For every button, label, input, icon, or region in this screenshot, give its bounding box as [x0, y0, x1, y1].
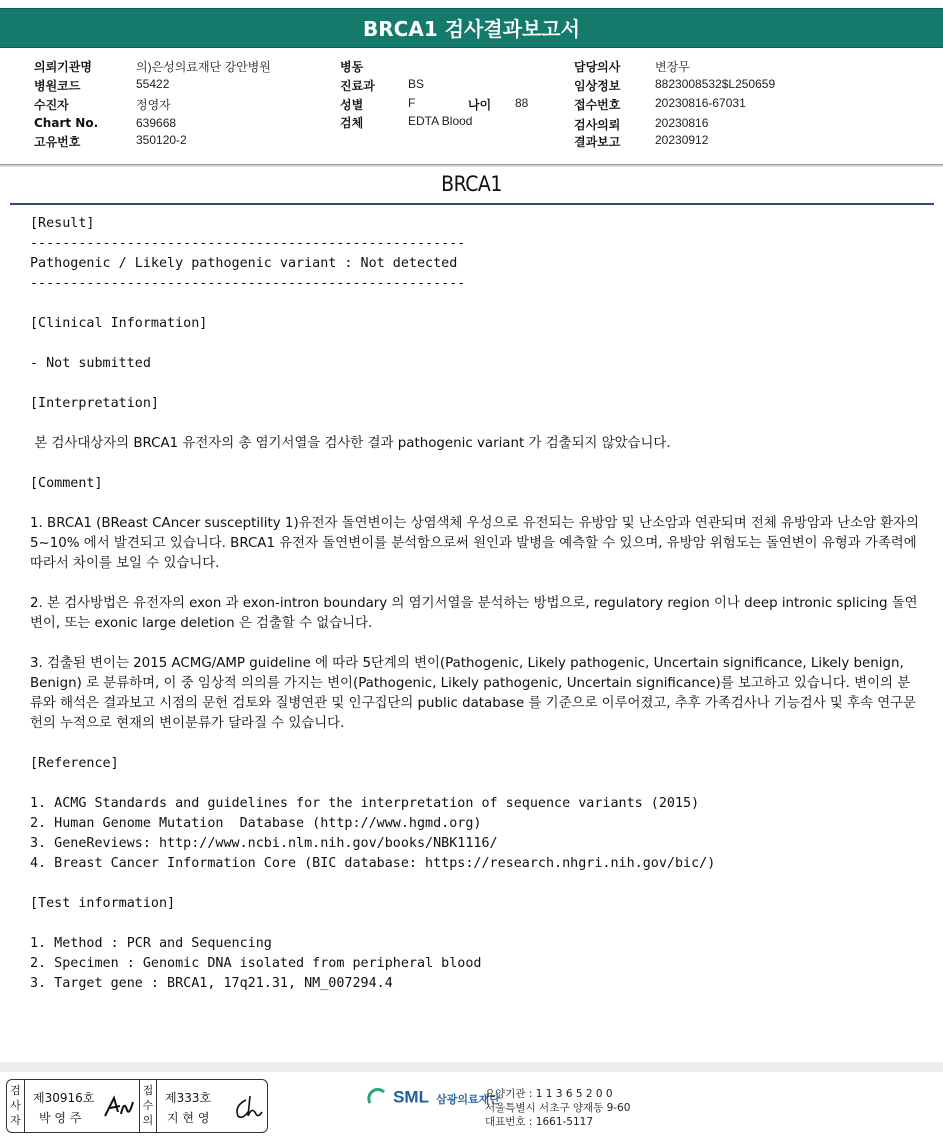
value-receipt-no: 20230816-67031: [655, 96, 746, 110]
inspector-signature-icon: [102, 1092, 136, 1122]
value-unique-id: 350120-2: [136, 133, 187, 147]
agency-phone: 대표번호 : 1661-5117: [485, 1116, 594, 1128]
clinical-text: - Not submitted: [30, 356, 151, 371]
value-age: 88: [515, 96, 529, 110]
interpretation-text: 본 검사대상자의 BRCA1 유전자의 총 염기서열을 검사한 결과 pathogenic variant 가 검출되지 않았습니다.: [30, 436, 671, 451]
label-patient: 수진자: [34, 98, 69, 112]
value-sex: F: [408, 96, 416, 110]
dash-line: ------------------------------------------------------: [30, 236, 466, 251]
footer-divider: [0, 1062, 943, 1072]
value-request-date: 20230816: [655, 116, 709, 130]
value-specimen: EDTA Blood: [408, 114, 473, 128]
label-department: 진료과: [340, 79, 375, 93]
value-patient: 정영자: [136, 98, 171, 112]
value-department: BS: [408, 77, 425, 91]
label-specimen: 검체: [340, 116, 364, 130]
comment-1: 1. BRCA1 (BReast CAncer susceptility 1)유전자 돌연변이는 상염색체 우성으로 유전되는 유방암 및 난소암과 연관되며 전체 유방암과 난소암 환자의 5~10% 에서 발견되고 있습니다. BRCA1 유전자 돌연변이를 분석함으로써 원인과 발병을 예측할 수 있으며, 유방암 위험도는 돌연변이 유형과 가족력에 따라서 차이를 보일 수 있습니다.: [30, 516, 924, 571]
test-info-item: 1. Method : PCR and Sequencing: [30, 936, 272, 951]
section-title: BRCA1: [441, 172, 502, 196]
agency-code: 요양기관 : 1 1 3 6 5 2 0 0: [485, 1088, 613, 1100]
comment-3: 3. 검출된 변이는 2015 ACMG/AMP guideline 에 따라 5단계의 변이(Pathogenic, Likely pathogenic, Uncertain significance, Likely benign, Benign) 로 분류하며, 이 중 임상적 의의를 가지는 변이(Pathogenic, Likely pathogenic, Uncertain significance)를 보고하고 있습니다. 변이의 분류와 해석은 결과보고 시점의 문헌 검토와 질병연관 및 인구집단의 public database 를 기준으로 이루어졌고, 추후 가족검사나 기능검사 및 후속 연구문헌의 누적으로 현재의 변이분류가 달라질 수 있습니다.: [30, 656, 917, 731]
label-doctor: 담당의사: [574, 60, 621, 74]
clinical-heading: [Clinical Information]: [30, 316, 208, 331]
label-report-date: 결과보고: [574, 135, 621, 149]
signature-box: [6, 1079, 268, 1133]
dash-line: ------------------------------------------------------: [30, 276, 466, 291]
header-divider: [0, 164, 943, 167]
agency-address: 서울특별시 서초구 양재동 9-60: [485, 1102, 631, 1114]
inspector-name: 박 영 주: [39, 1111, 82, 1125]
label-institution: 의뢰기관명: [34, 60, 92, 74]
label-clinical-info: 임상정보: [574, 79, 621, 93]
org-name: 삼광의료재단: [436, 1092, 500, 1106]
reviewer-name: 지 현 영: [167, 1111, 210, 1125]
comment-heading: [Comment]: [30, 476, 103, 491]
test-info-heading: [Test information]: [30, 896, 176, 911]
value-hospital-code: 55422: [136, 77, 170, 91]
value-chart-no: 639668: [136, 116, 177, 130]
reference-heading: [Reference]: [30, 756, 119, 771]
label-request-date: 검사의뢰: [574, 118, 621, 132]
label-chart-no: Chart No.: [34, 116, 99, 130]
label-unique-id: 고유번호: [34, 135, 81, 149]
report-title: BRCA1 검사결과보고서: [0, 8, 943, 48]
inspector-license: 제30916호: [33, 1091, 95, 1105]
result-heading: [Result]: [30, 216, 95, 231]
sml-logo-icon: [366, 1087, 388, 1109]
label-ward: 병동: [340, 60, 364, 74]
value-report-date: 20230912: [655, 133, 709, 147]
section-underline: [10, 203, 934, 205]
value-doctor: 변장무: [655, 60, 690, 74]
value-clinical-info: 8823008532$L250659: [655, 77, 776, 91]
reviewer-license: 제333호: [165, 1091, 212, 1105]
reviewer-signature-icon: [232, 1092, 266, 1122]
interpretation-heading: [Interpretation]: [30, 396, 159, 411]
report-body: [30, 214, 924, 994]
org-logo: [366, 1087, 500, 1109]
label-receipt-no: 접수번호: [574, 98, 621, 112]
value-institution: 의)은성의료재단 강안병원: [136, 60, 271, 74]
test-info-item: 3. Target gene : BRCA1, 17q21.31, NM_007294.4: [30, 976, 393, 991]
reference-item: 4. Breast Cancer Information Core (BIC database: https://research.nhgri.nih.gov/bic/): [30, 856, 716, 871]
reference-item: 1. ACMG Standards and guidelines for the interpretation of sequence variants (2015): [30, 796, 700, 811]
result-text: Pathogenic / Likely pathogenic variant : Not detected: [30, 256, 458, 271]
label-hospital-code: 병원코드: [34, 79, 81, 93]
label-sex: 성별: [340, 98, 364, 112]
comment-2: 2. 본 검사방법은 유전자의 exon 과 exon-intron boundary 의 염기서열을 분석하는 방법으로, regulatory region 이나 deep intronic splicing 돌연변이, 또는 exonic large deletion 은 검출할 수 없습니다.: [30, 596, 918, 631]
agency-info: [485, 1087, 630, 1129]
reference-item: 3. GeneReviews: http://www.ncbi.nlm.nih.gov/books/NBK1116/: [30, 836, 498, 851]
inspector-label: 검 사 자: [7, 1080, 25, 1132]
reference-item: 2. Human Genome Mutation Database (http://www.hgmd.org): [30, 816, 482, 831]
test-info-item: 2. Specimen : Genomic DNA isolated from peripheral blood: [30, 956, 482, 971]
reviewer-label: 접 수 의: [139, 1080, 157, 1132]
logo-text: SML: [393, 1087, 429, 1107]
label-age: 나이: [468, 98, 492, 112]
